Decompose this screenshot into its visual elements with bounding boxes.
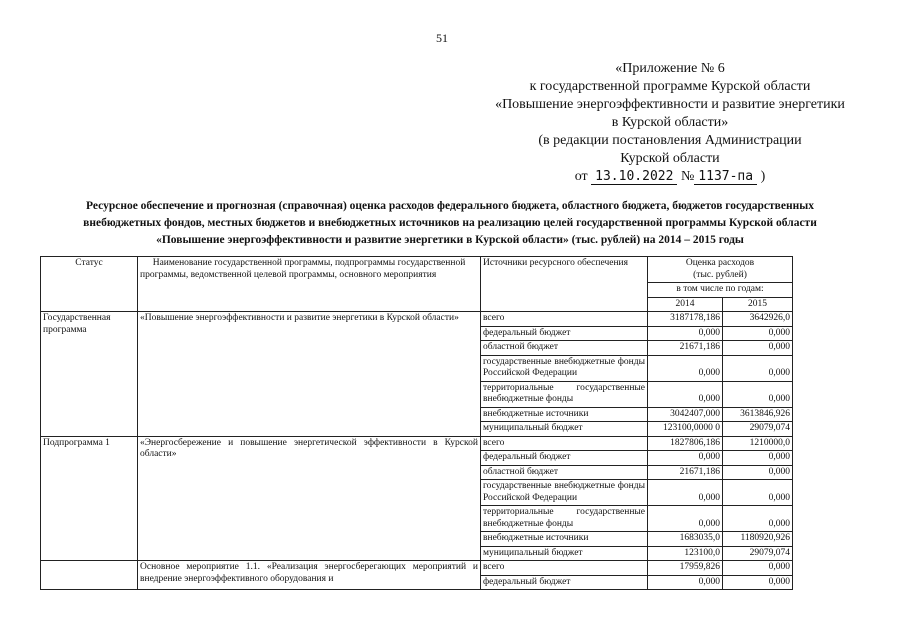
header-status: Статус <box>41 257 138 312</box>
resource-table <box>40 256 793 590</box>
row-value-2015: 1210000,0 <box>723 436 793 451</box>
appendix-line-3: «Повышение энергоэффективности и развитие энергетики <box>495 97 845 112</box>
row-value-2015: 0,000 <box>723 326 793 341</box>
row-value-2015: 29079,074 <box>723 546 793 561</box>
header-year-2015: 2015 <box>723 297 793 312</box>
row-value-2015: 0,000 <box>723 451 793 466</box>
row-value-2014: 123100,0000 0 <box>648 422 723 437</box>
row-value-2014: 3187178,186 <box>648 312 723 327</box>
row-source: федеральный бюджет <box>481 451 648 466</box>
row-value-2015: 1180920,926 <box>723 532 793 547</box>
row-source: внебюджетные источники <box>481 407 648 422</box>
row-value-2015: 0,000 <box>723 575 793 590</box>
title-line-2: внебюджетных фондов, местных бюджетов и внебюджетных источников на реализацию целей государственной программы Курской области <box>83 217 817 229</box>
row-value-2014: 0,000 <box>648 381 723 407</box>
table-row <box>41 312 793 327</box>
number-prefix: № <box>680 169 695 184</box>
row-status: Государственная программа <box>41 312 138 437</box>
title-line-1: Ресурсное обеспечение и прогнозная (справочная) оценка расходов федерального бюджета, областного бюджета, бюджетов государственных <box>86 200 814 212</box>
row-source: федеральный бюджет <box>481 575 648 590</box>
row-source: федеральный бюджет <box>481 326 648 341</box>
header-estimate-label: Оценка расходов <box>685 258 755 268</box>
table-body <box>41 312 793 590</box>
appendix-line-2: к государственной программе Курской области <box>529 79 811 94</box>
page-number: 51 <box>436 31 448 45</box>
header-estimate-unit: (тыс. рублей) <box>693 269 747 280</box>
row-value-2014: 1827806,186 <box>648 436 723 451</box>
row-value-2015: 0,000 <box>723 465 793 480</box>
row-value-2014: 0,000 <box>648 480 723 506</box>
row-source: муниципальный бюджет <box>481 546 648 561</box>
row-value-2015: 0,000 <box>723 341 793 356</box>
row-source: всего <box>481 312 648 327</box>
resolution-date: 13.10.2022 <box>591 169 677 185</box>
header-by-years: в том числе по годам: <box>648 283 793 298</box>
row-source: областной бюджет <box>481 465 648 480</box>
date-prefix: от <box>574 169 588 184</box>
header-name: Наименование государственной программы, подпрограммы государственной программы, ведомственной целевой программы, основного мероприятия <box>138 257 481 312</box>
table-row <box>41 561 793 576</box>
row-value-2015: 0,000 <box>723 480 793 506</box>
header-year-2014: 2014 <box>648 297 723 312</box>
row-program-name: Основное мероприятие 1.1. «Реализация энергосберегающих мероприятий и внедрение энергоэффективного оборудования и <box>138 561 481 590</box>
title-line-3: «Повышение энергоэффективности и развитие энергетики в Курской области» (тыс. рублей) на 2014 – 2015 годы <box>156 234 744 246</box>
row-source: внебюджетные источники <box>481 532 648 547</box>
row-value-2014: 0,000 <box>648 575 723 590</box>
row-source: всего <box>481 561 648 576</box>
appendix-line-4: в Курской области» <box>611 115 729 130</box>
row-value-2014: 1683035,0 <box>648 532 723 547</box>
row-status <box>41 561 138 590</box>
row-value-2015: 3642926,0 <box>723 312 793 327</box>
row-value-2015: 0,000 <box>723 355 793 381</box>
header-estimate <box>648 257 793 283</box>
close-paren: ) <box>760 169 766 184</box>
header-sources: Источники ресурсного обеспечения <box>481 257 648 312</box>
row-source: муниципальный бюджет <box>481 422 648 437</box>
row-value-2014: 21671,186 <box>648 465 723 480</box>
appendix-header <box>460 60 880 186</box>
row-value-2015: 0,000 <box>723 381 793 407</box>
row-value-2014: 3042407,000 <box>648 407 723 422</box>
document-title <box>10 198 890 249</box>
resolution-number: 1137-па <box>694 169 757 185</box>
row-program-name: «Повышение энергоэффективности и развитие энергетики в Курской области» <box>138 312 481 437</box>
row-value-2015: 0,000 <box>723 561 793 576</box>
row-value-2014: 0,000 <box>648 451 723 466</box>
row-value-2014: 0,000 <box>648 506 723 532</box>
row-source: областной бюджет <box>481 341 648 356</box>
row-program-name: «Энергосбережение и повышение энергетической эффективности в Курской области» <box>138 436 481 561</box>
row-source: государственные внебюджетные фонды Российской Федерации <box>481 480 648 506</box>
row-value-2014: 0,000 <box>648 326 723 341</box>
row-value-2014: 17959,826 <box>648 561 723 576</box>
appendix-line-1: «Приложение № 6 <box>615 61 725 76</box>
row-status: Подпрограмма 1 <box>41 436 138 561</box>
row-source: всего <box>481 436 648 451</box>
table-row <box>41 436 793 451</box>
row-source: государственные внебюджетные фонды Российской Федерации <box>481 355 648 381</box>
row-value-2015: 0,000 <box>723 506 793 532</box>
row-value-2014: 21671,186 <box>648 341 723 356</box>
row-value-2015: 3613846,926 <box>723 407 793 422</box>
appendix-date-line <box>575 168 766 186</box>
row-source: территориальные государственные внебюджетные фонды <box>481 506 648 532</box>
row-source: территориальные государственные внебюджетные фонды <box>481 381 648 407</box>
row-value-2014: 0,000 <box>648 355 723 381</box>
row-value-2015: 29079,074 <box>723 422 793 437</box>
row-value-2014: 123100,0 <box>648 546 723 561</box>
appendix-line-6: Курской области <box>620 151 720 166</box>
appendix-line-5: (в редакции постановления Администрации <box>538 133 802 148</box>
